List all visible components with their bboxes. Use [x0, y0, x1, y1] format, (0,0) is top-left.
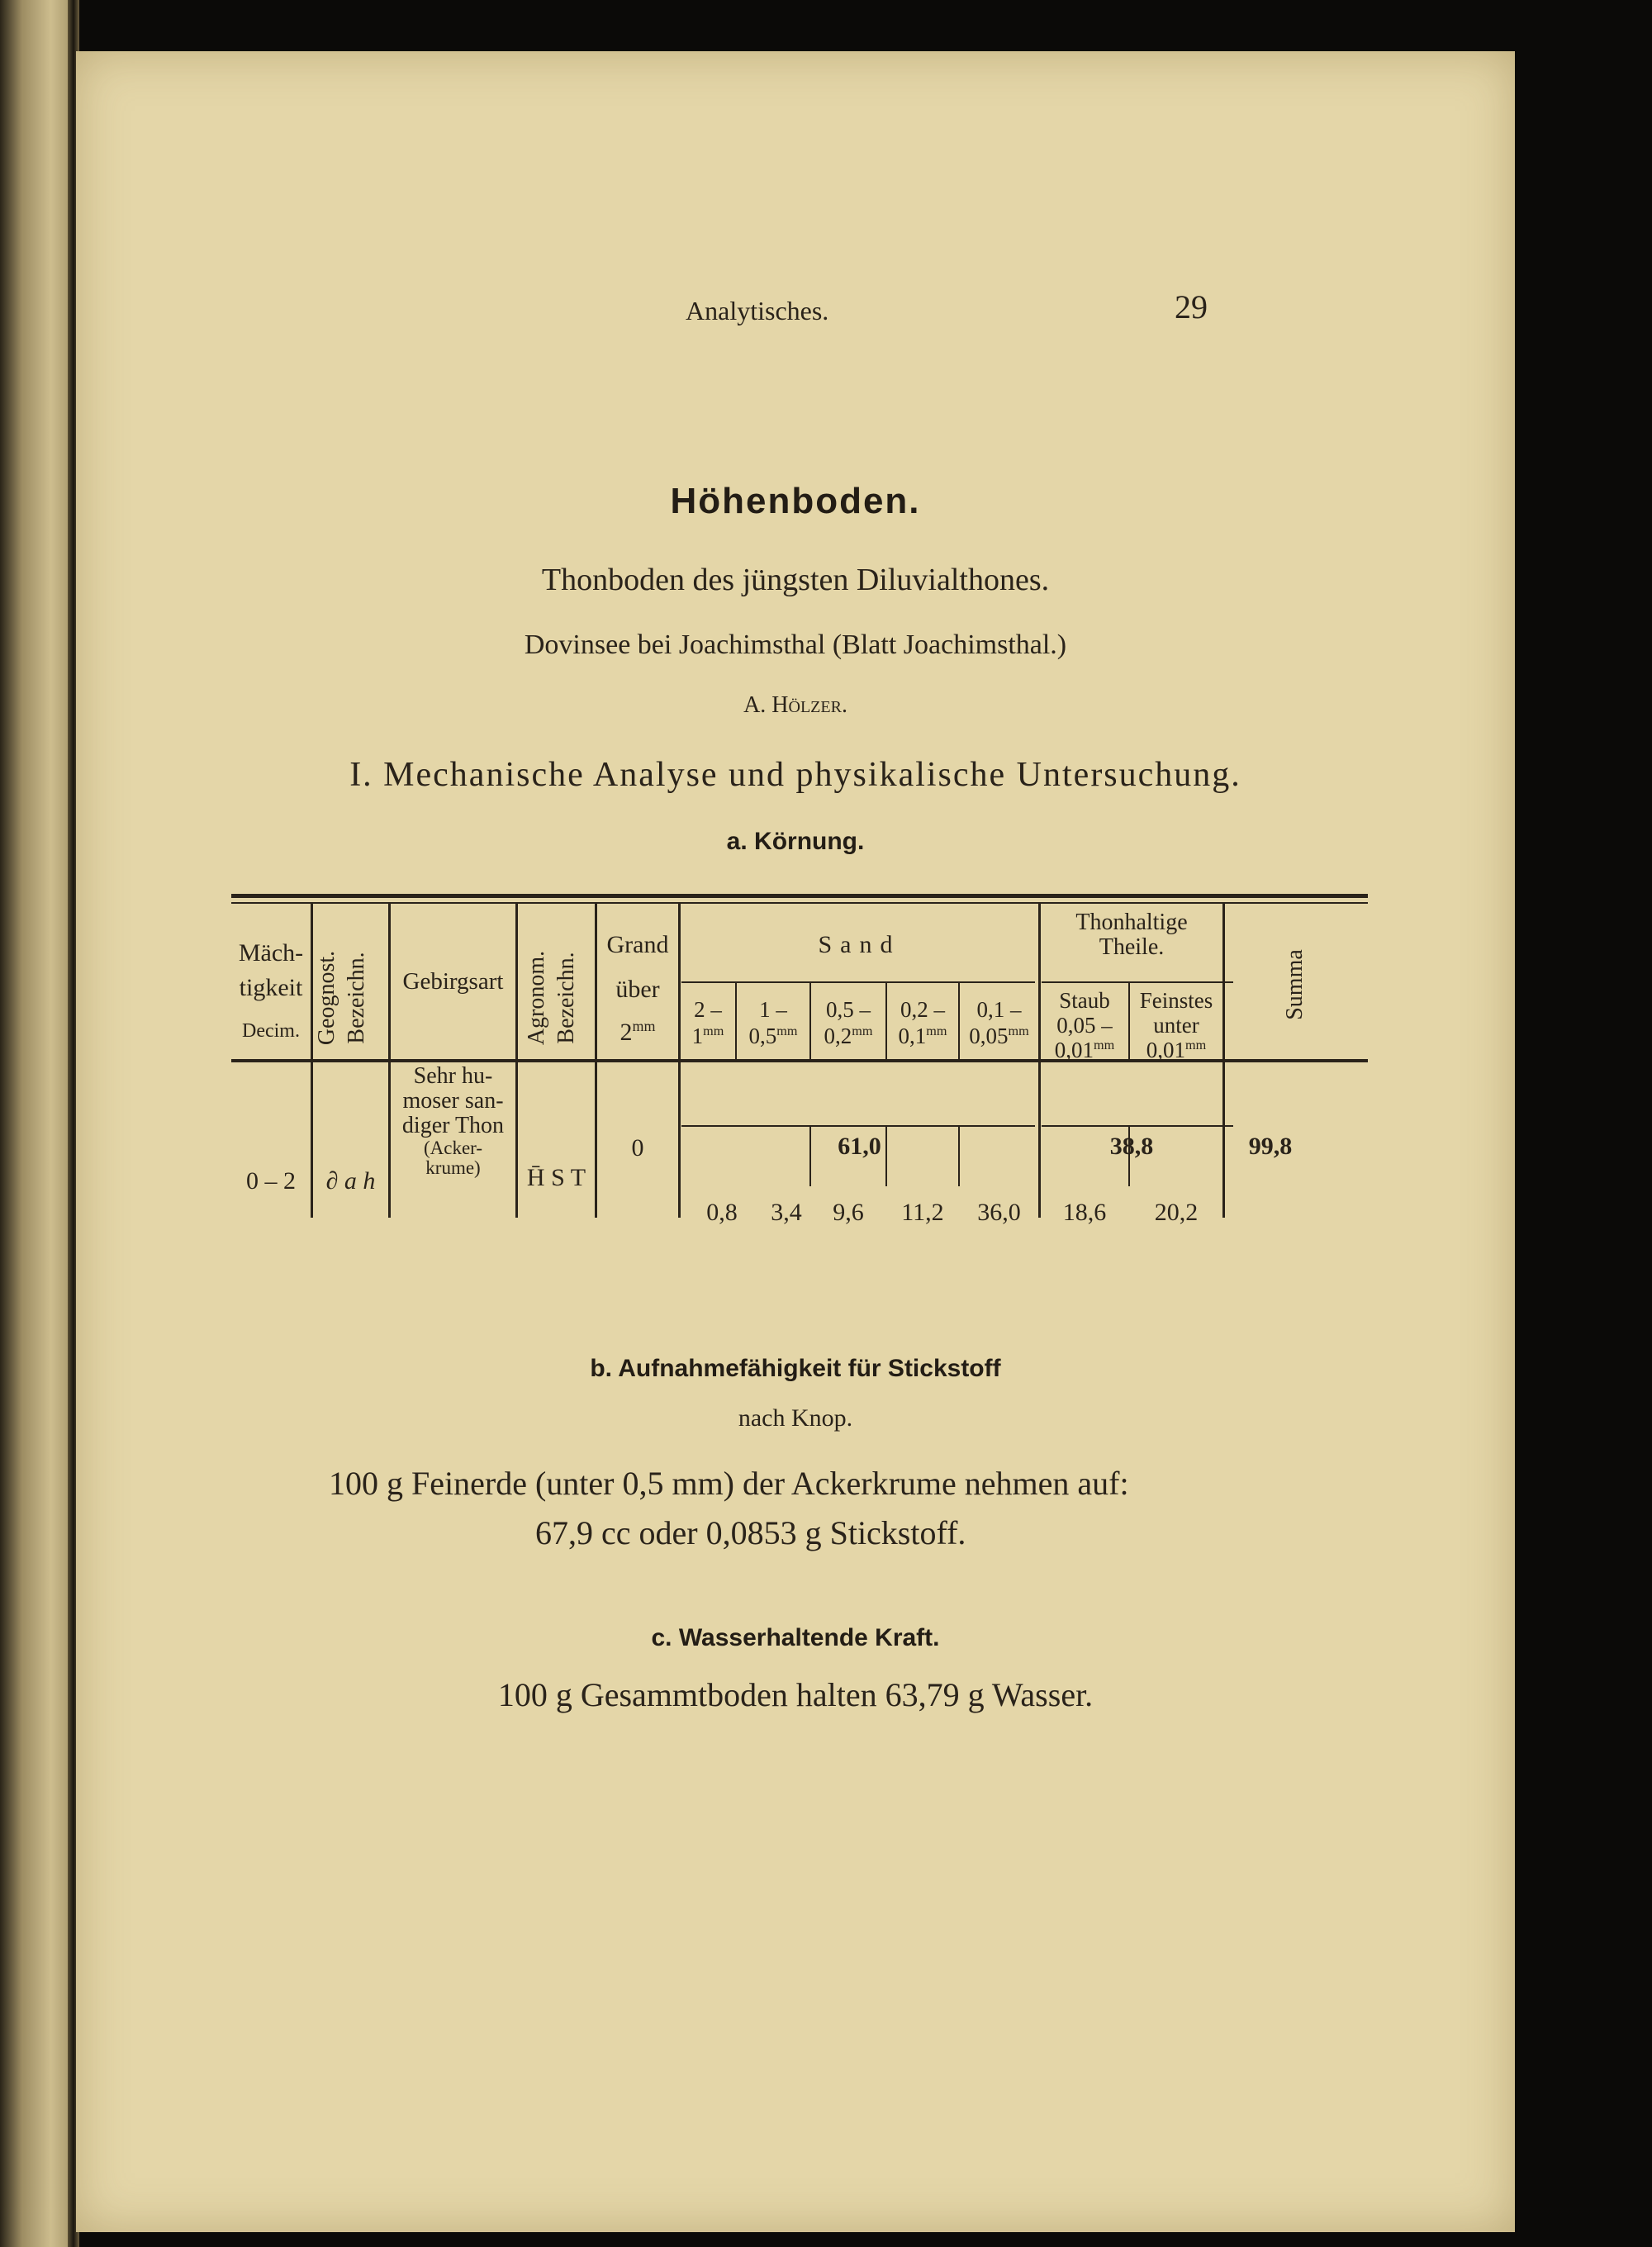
row-sand-value-1: 0,8: [706, 1199, 738, 1226]
part-b-line1: 100 g Feinerde (unter 0,5 mm) der Ackerkrume nehmen auf:: [329, 1465, 1129, 1502]
header-summa: Summa: [1282, 949, 1308, 1020]
section-subtitle: Thonboden des jüngsten Diluvialthones.: [541, 563, 1050, 597]
section-title: Höhenboden.: [670, 481, 921, 521]
header-sand-col-3: 0,5 – $0,2^{mm}$: [824, 997, 873, 1048]
page-number: 29: [1175, 288, 1208, 325]
row-thon-total: 38,8: [1109, 1133, 1154, 1160]
row-feinstes-value: 20,2: [1154, 1199, 1199, 1226]
header-grand: Grand über $2^{mm}$: [606, 931, 669, 1046]
header-thonhaltige: Thonhaltige Theile.: [1075, 910, 1188, 960]
part-b-heading: b. Aufnahmefähigkeit für Stickstoff: [590, 1355, 1001, 1382]
row-sand-value-2: 3,4: [771, 1199, 802, 1226]
row-grand: 0: [631, 1134, 644, 1162]
part-b-line2: 67,9 cc oder 0,0853 g Stickstoff.: [535, 1514, 966, 1551]
row-staub-value: 18,6: [1062, 1199, 1107, 1226]
row-gebirgsart: Sehr hu- moser san- diger Thon (Acker- krume): [401, 1063, 505, 1178]
row-sand-total: 61,0: [838, 1133, 881, 1160]
row-sand-value-4: 11,2: [901, 1199, 944, 1226]
header-staub: Staub 0,05 – $0,01^{mm}$: [1054, 988, 1115, 1062]
header-sand-col-5: 0,1 – $0,05^{mm}$: [969, 997, 1029, 1048]
header-sand-col-2: 1 – $0,5^{mm}$: [748, 997, 798, 1048]
row-sand-value-5: 36,0: [977, 1199, 1021, 1226]
part-b-method: nach Knop.: [738, 1404, 853, 1432]
header-gebirgsart: Gebirgsart: [402, 968, 504, 995]
part1-heading: I. Mechanische Analyse und physikalische Untersuchung.: [349, 756, 1241, 794]
row-agronom: H̄ S T: [526, 1164, 586, 1191]
header-agronom: Agronom. Bezeichn.: [524, 950, 579, 1046]
part-c-heading: c. Wasserhaltende Kraft.: [651, 1624, 940, 1651]
header-maechtigkeit: Mäch- tigkeit Decim.: [238, 939, 304, 1042]
location-line: Dovinsee bei Joachimsthal (Blatt Joachimsthal.): [524, 629, 1067, 660]
row-geognost: ∂ a h: [325, 1167, 376, 1195]
left-page-edge: [0, 0, 73, 2247]
row-summa: 99,8: [1248, 1133, 1293, 1160]
header-sand: Sand: [818, 931, 901, 958]
header-sand-col-4: 0,2 – $0,1^{mm}$: [898, 997, 947, 1048]
table-caption: a. Körnung.: [726, 828, 865, 855]
book-page: [76, 51, 1515, 2232]
running-title: Analytisches.: [686, 296, 829, 325]
analyst-name: A. Hölzer.: [743, 692, 847, 718]
header-sand-col-1: 2 – $1^{mm}$: [691, 997, 724, 1048]
row-sand-value-3: 9,6: [833, 1199, 864, 1226]
header-geognost: Geognost. Bezeichn.: [314, 950, 369, 1046]
header-feinstes: Feinstes unter $0,01^{mm}$: [1139, 988, 1213, 1062]
part-c-line1: 100 g Gesammtboden halten 63,79 g Wasser.: [497, 1676, 1094, 1713]
row-maechtigkeit: 0 – 2: [246, 1167, 296, 1195]
